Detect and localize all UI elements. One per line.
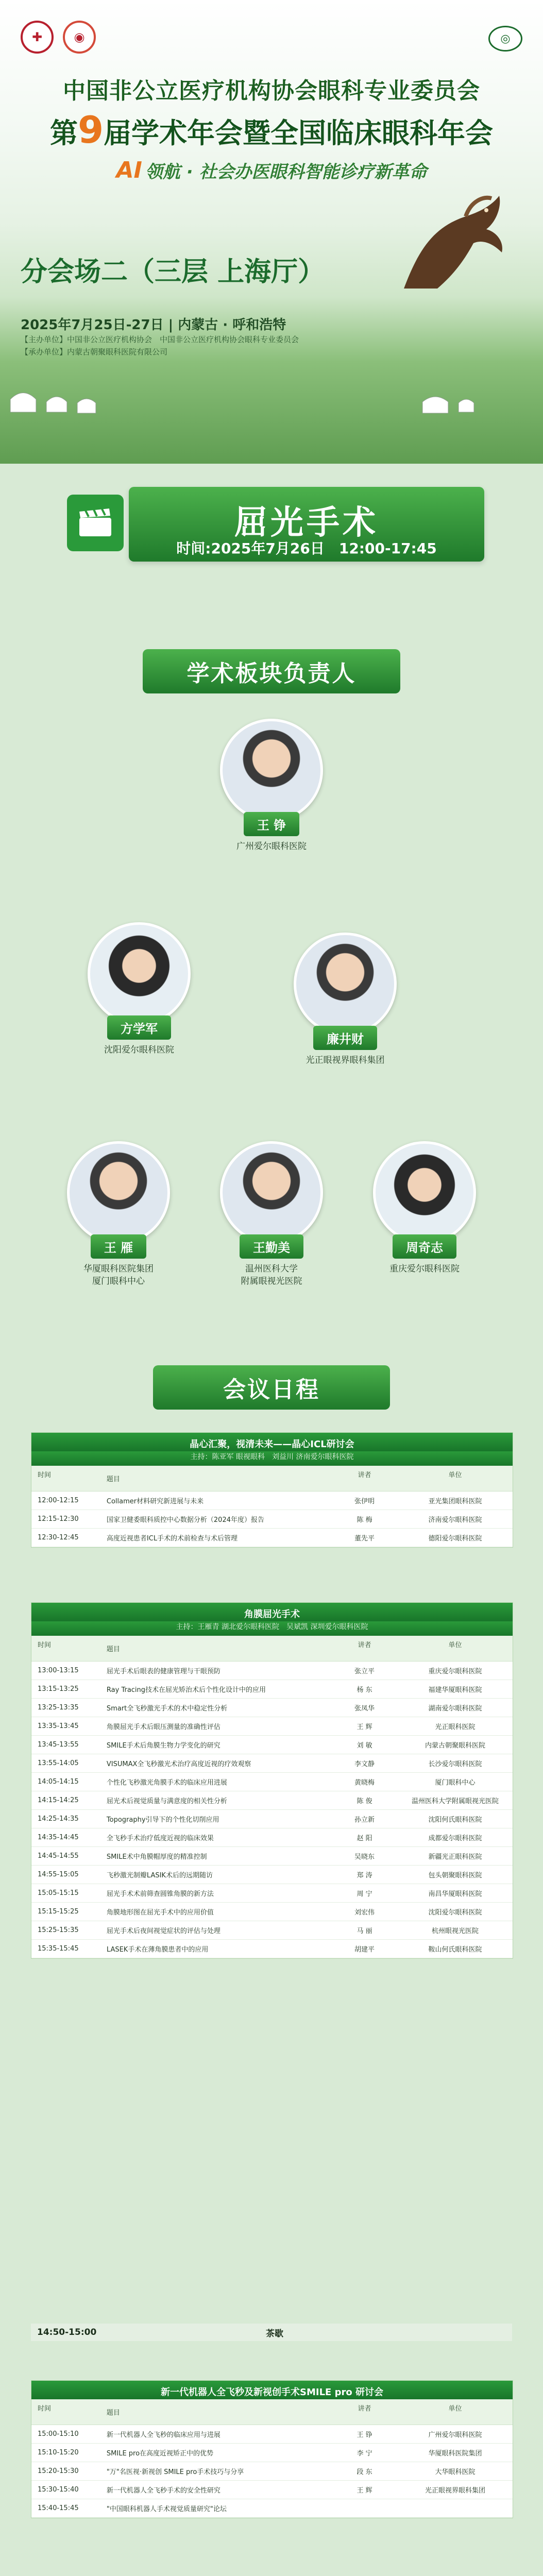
row-unit: 德阳爱尔眼科医院 [428,1535,482,1543]
agenda-row [31,1510,513,1529]
agenda-row [31,1828,513,1847]
col-unit: 单位 [448,1471,462,1479]
leader-photo [88,922,191,1025]
organizer-text: 内蒙古朝聚眼科医院有限公司 [67,347,168,357]
block-title: 晶心汇聚，视清未来——晶心ICL研讨会 [31,1433,513,1451]
ophthalmology-committee-logo: ◉ [63,21,96,54]
row-unit: 厦门眼科中心 [435,1779,476,1787]
leaders-heading: 学术板块负责人 [143,649,400,693]
row-time: 15:10-15:20 [38,2449,79,2456]
row-unit: 亚光集团眼科医院 [428,1498,482,1505]
row-topic: LASEK手术在薄角膜患者中的应用 [106,1946,209,1954]
row-topic: SMILE pro在高度近视矫正中的优势 [106,2450,214,2458]
leader-affiliation: 光正眼视界眼科集团 [306,1055,385,1065]
row-topic: Smart全飞秒激光手术的术中稳定性分析 [106,1705,228,1713]
row-time: 14:25-14:35 [38,1815,79,1823]
leader-affiliation: 华厦眼科医院集团 厦门眼科中心 [83,1264,154,1286]
row-unit: 温州医科大学附属眼视光医院 [411,1798,499,1805]
row-topic: 屈光手术后夜间视觉症状的评估与处理 [106,1927,220,1935]
row-unit: 大华眼科医院 [435,2468,476,2476]
tea-break-row [31,2324,512,2341]
col-speaker: 讲者 [358,2405,371,2413]
row-time: 13:35-13:45 [38,1722,79,1730]
row-speaker: 刘宏伟 [354,1909,375,1917]
organizer-line [21,346,167,357]
agenda-row [31,1884,513,1903]
row-time: 15:30-15:40 [38,2486,79,2494]
col-unit: 单位 [448,1641,462,1649]
block-title: 角膜屈光手术 [31,1603,513,1621]
agenda-row [31,1810,513,1828]
leader-name: 方学军 [107,1015,171,1040]
agenda-row [31,2481,513,2499]
row-unit: 鞍山何氏眼科医院 [428,1946,482,1954]
horse-sculpture-icon [388,185,512,299]
row-unit: 包头朝聚眼科医院 [428,1872,482,1879]
clapperboard-icon [67,495,124,551]
leader-card [72,922,206,1056]
row-time: 13:45-13:55 [38,1741,79,1749]
agenda-row [31,2499,513,2518]
row-speaker: 吴晓东 [354,1853,375,1861]
agenda-row [31,1866,513,1884]
date-location: 2025年7月25日-27日 | 内蒙古 · 呼和浩特 [21,317,286,333]
row-time: 14:35-14:45 [38,1834,79,1841]
row-time: 12:30-12:45 [38,1534,79,1541]
leader-name: 王 铮 [244,812,299,836]
row-time: 15:25-15:35 [38,1926,79,1934]
row-time: 13:00-13:15 [38,1667,79,1674]
venue-title: 分会场二（三层 上海厅） [21,257,325,287]
row-speaker: 杨 东 [357,1686,372,1694]
row-time: 13:15-13:25 [38,1685,79,1693]
row-speaker: 郑 涛 [357,1872,372,1879]
host-text: 中国非公立医疗机构协会 中国非公立医疗机构协会眼科专业委员会 [67,335,299,344]
row-unit: 光正眼视界眼科集团 [425,2487,485,2495]
row-topic: 角膜地形图在屈光手术中的应用价值 [106,1909,214,1917]
row-time: 15:35-15:45 [38,1945,79,1953]
row-time: 13:55-14:05 [38,1759,79,1767]
conference-logo: ◎ [488,26,522,52]
row-unit: 光正眼科医院 [435,1723,476,1731]
column-headers [31,1636,513,1662]
row-topic: VISUMAX全飞秒激光术治疗高度近视的疗效观察 [106,1760,251,1768]
col-speaker: 讲者 [358,1641,371,1649]
row-topic: "万"名医视·新视创 SMILE pro手术技巧与分享 [106,2468,244,2476]
row-speaker: 周 宁 [357,1890,372,1898]
conference-prefix: 第 [49,117,78,149]
leader-photo [220,719,323,822]
column-headers [31,1466,513,1492]
row-speaker: 王 辉 [357,2487,372,2495]
leader-name: 王勤美 [240,1234,303,1259]
leader-card [52,1141,185,1287]
agenda-row [31,1736,513,1754]
row-topic: 国家卫健委眼科质控中心数据分析（2024年度）报告 [106,1516,264,1524]
leader-name: 廉井财 [313,1026,377,1050]
row-unit: 福建华厦眼科医院 [428,1686,482,1694]
row-unit: 广州爱尔眼科医院 [428,2431,482,2439]
row-topic: 屈光手术后眼表的健康管理与干眼预防 [106,1668,220,1675]
agenda-row [31,1847,513,1866]
block-chairs: 主持：陈亚军 眼视眼科 刘益川 济南爱尔眼科医院 [31,1451,513,1466]
row-time: 15:40-15:45 [38,2504,79,2512]
leader-affiliation: 温州医科大学 附属眼视光医院 [241,1264,302,1286]
row-topic: 新一代机器人全飞秒手术的安全性研究 [106,2487,220,2495]
row-topic: 屈光手术术前筛查圆锥角膜的新方法 [106,1890,214,1898]
col-time: 时间 [38,2405,52,2413]
col-time: 时间 [38,1471,52,1479]
col-topic: 题目 [106,2409,120,2417]
agenda-row [31,1529,513,1547]
row-unit: 济南爱尔眼科医院 [428,1516,482,1524]
agenda-row [31,1699,513,1717]
row-speaker: 黄晓梅 [354,1779,375,1787]
row-time: 14:05-14:15 [38,1778,79,1786]
organizer-label: 【承办单位】 [21,347,67,357]
leader-name: 周奇志 [393,1234,456,1259]
row-topic: 飞秒激光制瓣LASIK术后的远期随访 [106,1872,213,1879]
agenda-row [31,1662,513,1680]
agenda-rows [31,2425,513,2518]
row-unit: 内蒙古朝聚眼科医院 [425,1742,485,1750]
row-speaker: 马 丽 [357,1927,372,1935]
row-unit: 沈阳何氏眼科医院 [428,1816,482,1824]
col-topic: 题目 [106,1476,120,1483]
col-topic: 题目 [106,1646,120,1653]
slogan-text: 领航 · 社会办医眼科智能诊疗新革命 [145,162,427,182]
agenda-row [31,1791,513,1810]
agenda-table-icl-symposium [31,1432,513,1548]
row-topic: Topography引导下的个性化切削应用 [106,1816,219,1824]
row-speaker: 张凤华 [354,1705,375,1713]
leader-card [358,1141,491,1275]
agenda-row [31,1773,513,1791]
row-topic: 角膜屈光手术后眼压测量的准确性评估 [106,1723,220,1731]
col-time: 时间 [38,1641,52,1649]
session-title: 屈光手术 [234,504,379,542]
host-line [21,334,299,345]
conference-name: 届学术年会暨全国临床眼科年会 [104,117,494,149]
session-banner [129,487,484,562]
association-logo: ✚ [21,21,54,54]
agenda-row [31,1680,513,1699]
block-title: 新一代机器人全飞秒及新视创手术SMILE pro 研讨会 [31,2381,513,2399]
break-label: 茶歇 [266,2328,283,2339]
column-headers [31,2399,513,2425]
row-unit: 成都爱尔眼科医院 [428,1835,482,1842]
leader-card [205,1141,338,1287]
row-time: 12:15-12:30 [38,1515,79,1523]
row-speaker: 赵 阳 [357,1835,372,1842]
row-speaker: 李文静 [354,1760,375,1768]
row-time: 15:15-15:25 [38,1908,79,1916]
agenda-rows [31,1662,513,1958]
leader-card [205,719,338,853]
col-speaker: 讲者 [358,1471,371,1479]
slogan-ai: AI [116,157,142,183]
agenda-row [31,1717,513,1736]
row-speaker: 胡建平 [354,1946,375,1954]
block-chairs: 主持：王雁青 湖北爱尔眼科医院 吴斌凯 深圳爱尔眼科医院 [31,1621,513,1636]
agenda-heading: 会议日程 [153,1365,390,1410]
agenda-row [31,2444,513,2462]
agenda-row [31,1940,513,1958]
row-time: 14:15-14:25 [38,1797,79,1804]
row-time: 13:25-13:35 [38,1704,79,1711]
row-topic: 全飞秒手术治疗低度近视的临床效果 [106,1835,214,1842]
row-topic: 高度近视患者ICL手术的术前检查与术后管理 [106,1535,238,1543]
row-time: 15:00-15:10 [38,2430,79,2438]
row-speaker: 陈 俊 [357,1798,372,1805]
row-speaker: 张立平 [354,1668,375,1675]
agenda-row [31,1903,513,1921]
row-speaker: 董先平 [354,1535,375,1543]
conference-title [0,108,543,151]
row-topic: 个性化飞秒激光角膜手术的临床应用进展 [106,1779,227,1787]
row-speaker: 王 铮 [357,2431,372,2439]
session-time: 时间:2025年7月26日 12:00-17:45 [176,540,437,557]
row-time: 14:45-14:55 [38,1852,79,1860]
row-unit: 沈阳爱尔眼科医院 [428,1909,482,1917]
row-speaker: 孙立新 [354,1816,375,1824]
row-topic: Ray Tracing技术在屈光矫治术后个性化设计中的应用 [106,1686,266,1694]
conference-slogan [0,157,543,183]
row-speaker: 张伊明 [354,1498,375,1505]
row-speaker: 李 宁 [357,2450,372,2458]
row-time: 12:00-12:15 [38,1497,79,1504]
row-speaker: 段 东 [357,2468,372,2476]
break-time: 14:50-15:00 [37,2327,97,2337]
row-unit: 湖南爱尔眼科医院 [428,1705,482,1713]
row-topic: SMILE手术后角膜生物力学变化的研究 [106,1742,220,1750]
row-topic: SMILE术中角膜帽厚度的精准控制 [106,1853,207,1861]
leader-name: 王 雁 [91,1234,146,1259]
row-unit: 南昌华厦眼科医院 [428,1890,482,1898]
agenda-row [31,2462,513,2481]
organization-title: 中国非公立医疗机构协会眼科专业委员会 [63,78,480,104]
row-time: 15:20-15:30 [38,2467,79,2475]
leader-affiliation: 重庆爱尔眼科医院 [389,1264,460,1274]
host-label: 【主办单位】 [21,335,67,344]
leader-affiliation: 沈阳爱尔眼科医院 [104,1045,174,1055]
row-topic: "中国眼科机器人手术视觉质量研究"论坛 [106,2505,227,2513]
row-unit: 新疆光正眼科医院 [428,1853,482,1861]
row-unit: 重庆爱尔眼科医院 [428,1668,482,1675]
row-unit: 长沙爱尔眼科医院 [428,1760,482,1768]
row-speaker: 陈 梅 [357,1516,372,1524]
agenda-table-smile-pro [31,2380,513,2518]
row-speaker: 王 辉 [357,1723,372,1731]
agenda-row [31,1754,513,1773]
row-topic: Collamer材料研究新进展与未来 [106,1498,204,1505]
leader-card [278,933,412,1066]
col-unit: 单位 [448,2405,462,2413]
row-unit: 杭州眼视光医院 [431,1927,479,1935]
row-topic: 屈光术后视觉质量与满意度的相关性分析 [106,1798,227,1805]
conference-edition: 9 [77,108,104,151]
leader-photo [220,1141,323,1244]
org-logos [21,21,96,54]
row-unit: 华厦眼科医院集团 [428,2450,482,2458]
hero-banner [0,0,543,464]
leader-photo [294,933,397,1036]
row-topic: 新一代机器人全飞秒的临床应用与进展 [106,2431,220,2439]
leader-photo [67,1141,170,1244]
grassland-yurts-illustration [0,371,543,417]
row-time: 14:55-15:05 [38,1871,79,1878]
agenda-rows [31,1492,513,1547]
leader-affiliation: 广州爱尔眼科医院 [236,841,307,852]
agenda-row [31,2425,513,2444]
row-speaker: 刘 敏 [357,1742,372,1750]
leader-photo [373,1141,476,1244]
agenda-row [31,1492,513,1510]
agenda-row [31,1921,513,1940]
row-time: 15:05-15:15 [38,1889,79,1897]
agenda-table-corneal [31,1602,513,1959]
